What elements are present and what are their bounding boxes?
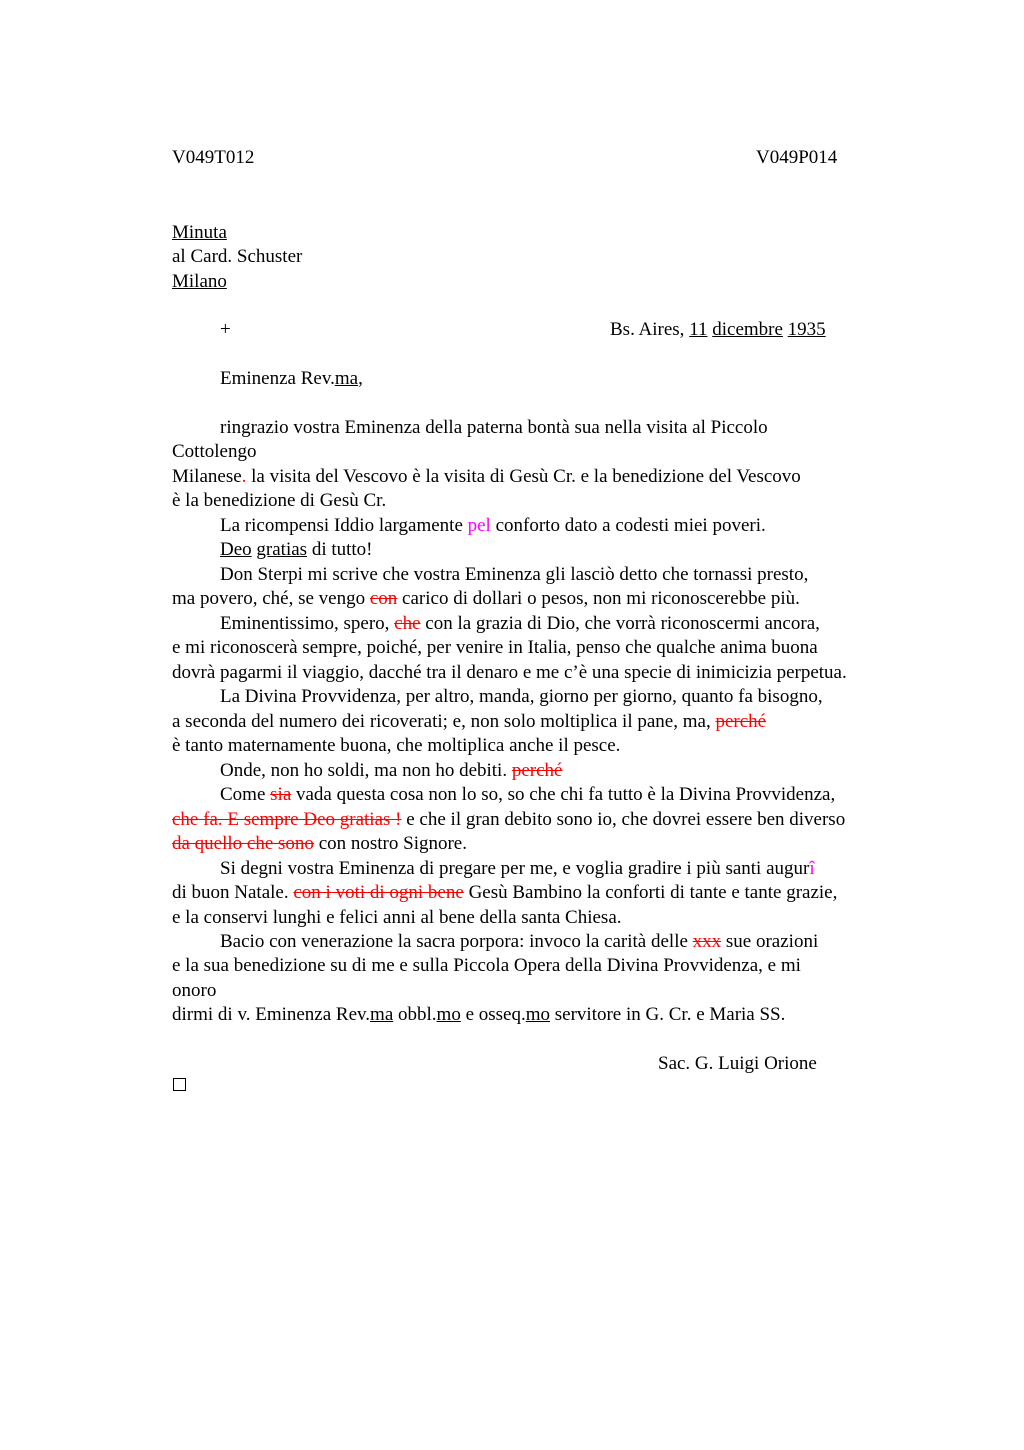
body-line-7: Don Sterpi mi scrive che vostra Eminenza gli lasciò detto che tornassi presto, (220, 564, 809, 585)
body-line-1: ringrazio vostra Eminenza della paterna bontà sua nella visita al Piccolo (220, 417, 768, 438)
salutation (220, 367, 363, 391)
body-line-16 (220, 783, 835, 807)
text-run: di tutto! (307, 539, 373, 560)
text-run: di buon Natale. (172, 882, 294, 903)
dateline (610, 318, 826, 342)
body-line-5 (220, 514, 766, 538)
salutation-text: Eminenza Rev. (220, 368, 335, 389)
body-line-13 (172, 710, 766, 734)
body-line-11: dovrà pagarmi il viaggio, dacché tra il denaro e me c’è una specie di inimicizia perpetua. (172, 662, 847, 683)
deleted-phrase: da quello che sono (172, 833, 314, 854)
underlined-suffix: mo (525, 1004, 551, 1025)
dateline-month: dicembre (712, 319, 783, 340)
text-run: Come (220, 784, 271, 805)
body-line-18 (172, 832, 467, 856)
document-code-left: V049T012 (172, 147, 255, 168)
inserted-char: î (809, 858, 815, 879)
text-run: servitore in G. Cr. e Maria SS. (550, 1004, 786, 1025)
text-run: obbl. (393, 1004, 437, 1025)
underlined-suffix: ma (370, 1004, 394, 1025)
deleted-phrase: che fa. E sempre Deo gratias ! (172, 809, 402, 830)
inserted-period: . (241, 466, 247, 487)
recipient-city: Milano (172, 271, 227, 292)
deleted-phrase: con i voti di ogni bene (293, 882, 464, 903)
body-line-12: La Divina Provvidenza, per altro, manda, giorno per giorno, quanto fa bisogno, (220, 686, 823, 707)
dateline-year: 1935 (787, 319, 826, 340)
document-code-right: V049P014 (756, 147, 838, 168)
text-run: carico di dollari o pesos, non mi riconoscerebbe più. (397, 588, 800, 609)
text-run: e osseq. (460, 1004, 526, 1025)
text-run: sue orazioni (721, 931, 819, 952)
body-line-10: e mi riconoscerà sempre, poiché, per venire in Italia, penso che qualche anima buona (172, 637, 818, 658)
deleted-word: perché (715, 711, 767, 732)
text-run: Si degni vostra Eminenza di pregare per me, e voglia gradire i più santi augur (220, 858, 810, 879)
text-run: Gesù Bambino la conforti di tante e tante grazie, (463, 882, 838, 903)
text-run: Eminentissimo, spero, (220, 613, 395, 634)
text-run: ma povero, ché, se vengo (172, 588, 370, 609)
text-run: e che il gran debito sono io, che dovrei essere ben diverso (401, 809, 846, 830)
text-run: a seconda del numero dei ricoverati; e, non solo moltiplica il pane, ma, (172, 711, 716, 732)
body-line-21: e la conservi lunghi e felici anni al bene della santa Chiesa. (172, 907, 622, 928)
dateline-day: 11 (689, 319, 708, 340)
text-run: vada questa cosa non lo so, so che chi fa tutto è la Divina Provvidenza, (291, 784, 836, 805)
body-line-19 (220, 857, 815, 881)
salutation-suffix: ma (334, 368, 359, 389)
body-line-20 (172, 881, 837, 905)
underlined-word: Deo (220, 539, 252, 560)
deleted-word: con (369, 588, 398, 609)
text-run: Onde, non ho soldi, ma non ho debiti. (220, 760, 512, 781)
minuta-label: Minuta (172, 222, 227, 243)
body-line-3 (172, 465, 801, 489)
text-run: la visita del Vescovo è la visita di Gesù Cr. e la benedizione del Vescovo (246, 466, 801, 487)
text-run: con nostro Signore. (313, 833, 467, 854)
deleted-word: perché (511, 760, 563, 781)
underlined-suffix: mo (436, 1004, 461, 1025)
text-run: dirmi di v. Eminenza Rev. (172, 1004, 371, 1025)
text-run: La ricompensi Iddio largamente (220, 515, 468, 536)
underlined-word: gratias (256, 539, 308, 560)
body-line-22 (220, 930, 818, 954)
body-line-24: onoro (172, 980, 217, 1001)
body-line-14: è tanto maternamente buona, che moltiplica anche il pesce. (172, 735, 621, 756)
body-line-15 (220, 759, 562, 783)
text-run: conforto dato a codesti miei poveri. (490, 515, 766, 536)
body-line-2: Cottolengo (172, 441, 257, 462)
inserted-word: pel (467, 515, 491, 536)
signature: Sac. G. Luigi Orione (658, 1053, 817, 1074)
deleted-word: xxx (692, 931, 722, 952)
text-run: con la grazia di Dio, che vorrà riconoscermi ancora, (420, 613, 820, 634)
dateline-place: Bs. Aires, (610, 319, 690, 340)
square-marker-icon (173, 1078, 186, 1091)
body-line-9 (220, 612, 820, 636)
text-run: Milanese (172, 466, 242, 487)
body-line-25 (172, 1003, 785, 1027)
deleted-word: che (394, 613, 421, 634)
body-line-4: è la benedizione di Gesù Cr. (172, 490, 387, 511)
deleted-word: sia (270, 784, 292, 805)
text-run: Bacio con venerazione la sacra porpora: invoco la carità delle (220, 931, 693, 952)
cross-symbol: + (220, 319, 231, 340)
recipient-line: al Card. Schuster (172, 246, 303, 267)
body-line-8 (172, 587, 800, 611)
body-line-6 (220, 538, 373, 562)
body-line-17 (172, 808, 845, 832)
body-line-23: e la sua benedizione su di me e sulla Piccola Opera della Divina Provvidenza, e mi (172, 955, 801, 976)
salutation-comma: , (358, 368, 363, 389)
